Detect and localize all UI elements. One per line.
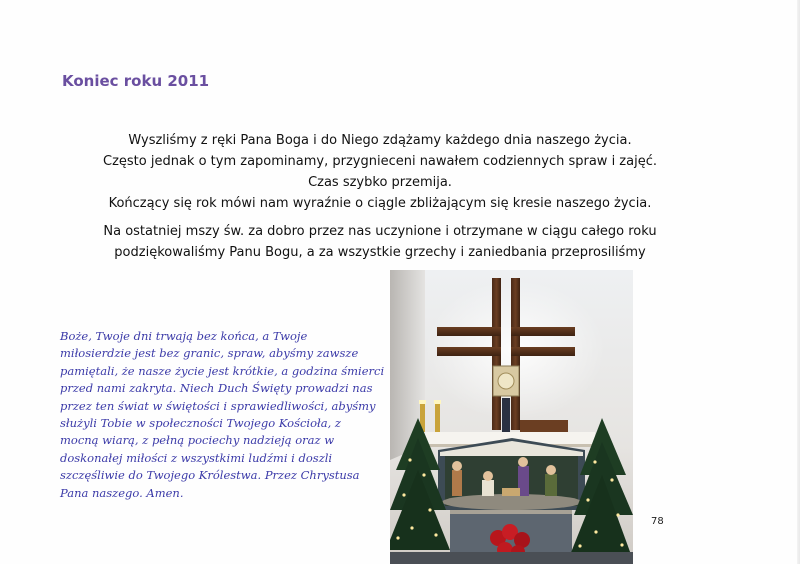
prayer-line: Boże, Twoje dni trwają bez końca, a Twoje [60, 329, 308, 343]
page-number: 78 [651, 516, 664, 527]
prayer-line: szczęśliwie do Twojego Królestwa. Przez Chrystusa [60, 468, 360, 483]
thanks-line: podziękowaliśmy Panu Bogu, a za wszystkie grzechy i zaniedbania przeprosiliśmy [114, 245, 646, 260]
prayer-line: Pana naszego. Amen. [60, 485, 184, 500]
prayer-line: doskonałej miłości z wszystkimi ludźmi i doszli [60, 450, 333, 465]
thanks-line: Na ostatniej mszy św. za dobro przez nas uczynione i otrzymane w ciągu całego roku [103, 224, 657, 239]
prayer-line: pamiętali, że nasze życie jest krótkie, a godzina śmierci [60, 363, 385, 378]
altar-cross-image [390, 270, 633, 564]
prayer-line: przez ten świat w świętości i sprawiedliwości, abyśmy [60, 398, 376, 413]
prayer-line: służyli Tobie w społeczności Twojego Kościoła, z [60, 416, 341, 431]
prayer-line: miłosierdzie jest bez granic, spraw, abyśmy zawsze [60, 346, 359, 361]
intro-line: Kończący się rok mówi nam wyraźnie o ciągle zbliżającym się kresie naszego życia. [108, 196, 652, 211]
prayer-line: mocną wiarą, z pełną pociechy nadzieją oraz w [60, 433, 335, 448]
intro-line: Często jednak o tym zapominamy, przygnieceni nawałem codziennych spraw i zajęć. [103, 154, 657, 169]
intro-text [80, 130, 680, 263]
page-title: Koniec roku 2011 [62, 72, 210, 90]
intro-line: Wyszliśmy z ręki Pana Boga i do Niego zdążamy każdego dnia naszego życia. [128, 133, 632, 148]
prayer-line: przed nami zakryta. Niech Duch Święty prowadzi nas [60, 381, 373, 396]
church-altar-photo [390, 270, 633, 564]
intro-line: Czas szybko przemija. [308, 175, 452, 190]
prayer-text [60, 328, 385, 502]
